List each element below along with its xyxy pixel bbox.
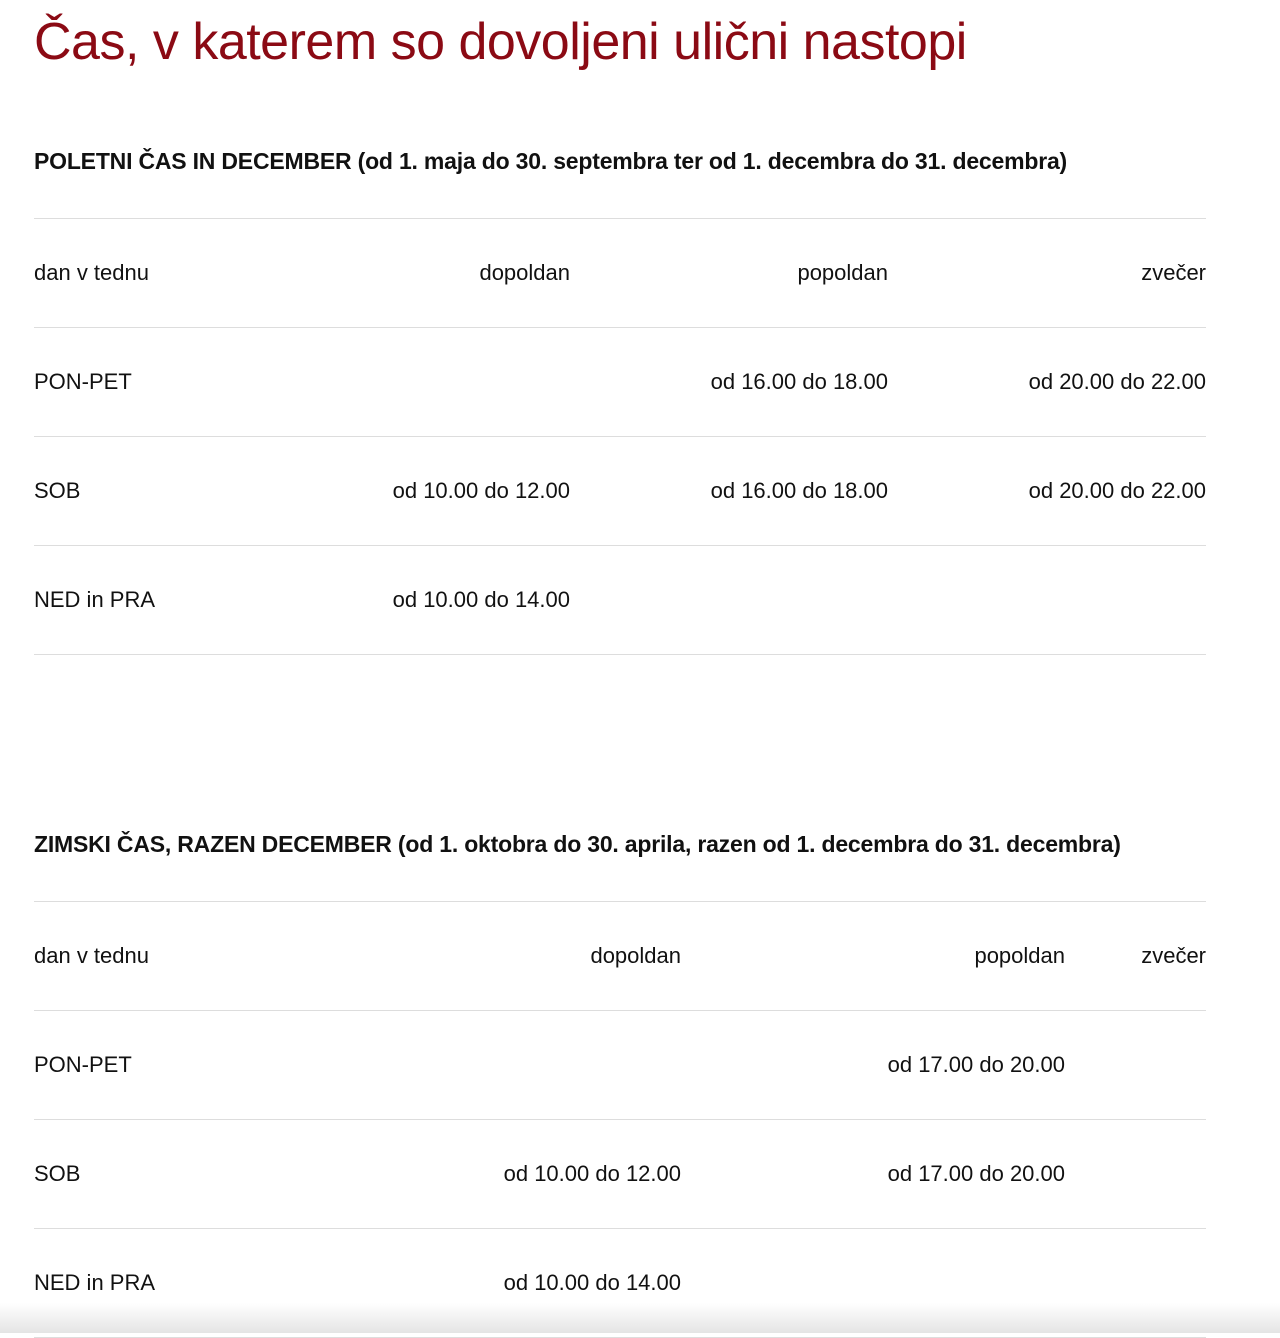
column-header-day: dan v tednu [34, 902, 334, 1011]
table-row [34, 1229, 1206, 1338]
cell-morning: od 10.00 do 12.00 [334, 1120, 681, 1229]
column-header-afternoon: popoldan [681, 902, 1065, 1011]
cell-day: NED in PRA [34, 546, 234, 655]
column-header-evening: zvečer [888, 219, 1206, 328]
table-row [34, 1011, 1206, 1120]
cell-afternoon: od 17.00 do 20.00 [681, 1120, 1065, 1229]
cell-day: NED in PRA [34, 1229, 334, 1338]
cell-evening [1065, 1011, 1206, 1120]
cell-afternoon: od 16.00 do 18.00 [570, 328, 888, 437]
column-header-evening: zvečer [1065, 902, 1206, 1011]
cell-afternoon [681, 1229, 1065, 1338]
winter-section-heading: ZIMSKI ČAS, RAZEN DECEMBER (od 1. oktobra do 30. aprila, razen od 1. decembra do 31. decembra) [34, 831, 1121, 857]
column-header-morning: dopoldan [334, 902, 681, 1011]
cell-morning [234, 328, 570, 437]
summer-section-heading: POLETNI ČAS IN DECEMBER (od 1. maja do 30. septembra ter od 1. decembra do 31. decembra) [34, 148, 1067, 174]
column-header-morning: dopoldan [234, 219, 570, 328]
table-header-row [34, 219, 1206, 328]
cell-evening: od 20.00 do 22.00 [888, 328, 1206, 437]
cell-morning: od 10.00 do 14.00 [334, 1229, 681, 1338]
cell-day: PON-PET [34, 328, 234, 437]
table-row [34, 437, 1206, 546]
cell-evening [888, 546, 1206, 655]
cell-evening: od 20.00 do 22.00 [888, 437, 1206, 546]
cell-day: PON-PET [34, 1011, 334, 1120]
page-title: Čas, v katerem so dovoljeni ulični nastopi [34, 13, 967, 71]
cell-day: SOB [34, 437, 234, 546]
cell-morning: od 10.00 do 14.00 [234, 546, 570, 655]
cell-afternoon: od 17.00 do 20.00 [681, 1011, 1065, 1120]
cell-afternoon [570, 546, 888, 655]
cell-evening [1065, 1229, 1206, 1338]
cell-evening [1065, 1120, 1206, 1229]
column-header-afternoon: popoldan [570, 219, 888, 328]
table-row [34, 328, 1206, 437]
table-header-row [34, 902, 1206, 1011]
cell-day: SOB [34, 1120, 334, 1229]
winter-schedule-table [34, 901, 1206, 1338]
cell-morning [334, 1011, 681, 1120]
cell-morning: od 10.00 do 12.00 [234, 437, 570, 546]
cell-afternoon: od 16.00 do 18.00 [570, 437, 888, 546]
table-row [34, 1120, 1206, 1229]
column-header-day: dan v tednu [34, 219, 234, 328]
summer-schedule-table [34, 218, 1206, 655]
table-row [34, 546, 1206, 655]
